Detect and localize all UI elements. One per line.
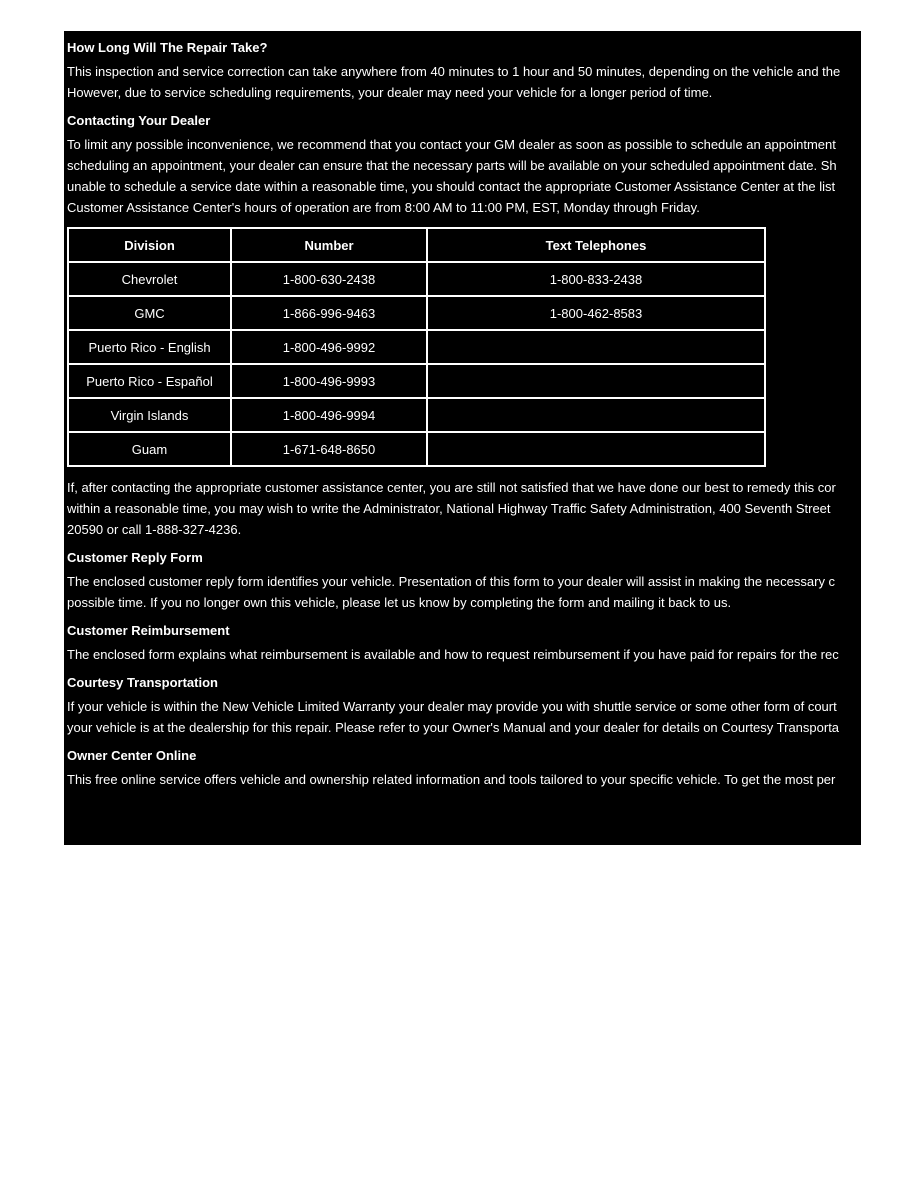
paragraph-line: To limit any possible inconvenience, we recommend that you contact your GM dealer as soon as possible to schedule an appointment xyxy=(67,137,836,152)
table-cell: 1-800-496-9993 xyxy=(231,364,427,398)
paragraph-line: your vehicle is at the dealership for this repair. Please refer to your Owner's Manual and your dealer for details on Courtesy Transporta xyxy=(67,720,840,735)
table-cell: 1-671-648-8650 xyxy=(231,432,427,466)
table-cell: Guam xyxy=(68,432,231,466)
table-cell: Chevrolet xyxy=(68,262,231,296)
table-cell: 1-800-462-8583 xyxy=(427,296,765,330)
table-cell xyxy=(427,432,765,466)
phone-table xyxy=(67,227,766,467)
paragraph xyxy=(67,769,861,790)
paragraph-line: This free online service offers vehicle and ownership related information and tools tailored to your specific vehicle. To get the most per xyxy=(67,772,836,787)
table-cell: Puerto Rico - English xyxy=(68,330,231,364)
table-cell: 1-800-833-2438 xyxy=(427,262,765,296)
table-cell: GMC xyxy=(68,296,231,330)
paragraph-line: possible time. If you no longer own this vehicle, please let us know by completing the form and mailing it back to us. xyxy=(67,595,732,610)
table-cell xyxy=(427,364,765,398)
section-heading: How Long Will The Repair Take? xyxy=(67,40,268,55)
section-heading: Customer Reply Form xyxy=(67,550,203,565)
table-cell: 1-800-496-9992 xyxy=(231,330,427,364)
table-row xyxy=(68,296,765,330)
section-heading: Customer Reimbursement xyxy=(67,623,230,638)
table-cell xyxy=(427,330,765,364)
table-row xyxy=(68,330,765,364)
paragraph xyxy=(67,61,861,103)
paragraph-line: unable to schedule a service date within a reasonable time, you should contact the appropriate Customer Assistance Center at the list xyxy=(67,179,836,194)
paragraph-line: within a reasonable time, you may wish to write the Administrator, National Highway Traffic Safety Administration, 400 Seventh Street xyxy=(67,501,831,516)
section-heading: Owner Center Online xyxy=(67,748,197,763)
paragraph-line: 20590 or call 1-888-327-4236. xyxy=(67,522,242,537)
paragraph-line: This inspection and service correction can take anywhere from 40 minutes to 1 hour and 50 minutes, depending on the vehicle and the xyxy=(67,64,841,79)
paragraph-line: If your vehicle is within the New Vehicle Limited Warranty your dealer may provide you with shuttle service or some other form of court xyxy=(67,699,837,714)
table-row xyxy=(68,432,765,466)
paragraph-line: The enclosed customer reply form identifies your vehicle. Presentation of this form to your dealer will assist in making the necessary c xyxy=(67,574,836,589)
table-header-row xyxy=(68,228,765,262)
table-header-cell: Text Telephones xyxy=(427,228,765,262)
section-heading: Courtesy Transportation xyxy=(67,675,218,690)
paragraph xyxy=(67,644,861,665)
paragraph xyxy=(67,134,861,218)
paragraph xyxy=(67,571,861,613)
table-cell: 1-866-996-9463 xyxy=(231,296,427,330)
table-cell xyxy=(427,398,765,432)
table-cell: Virgin Islands xyxy=(68,398,231,432)
table-cell: 1-800-496-9994 xyxy=(231,398,427,432)
document-content xyxy=(64,31,861,845)
table-cell: 1-800-630-2438 xyxy=(231,262,427,296)
paragraph xyxy=(67,696,861,738)
section-heading: Contacting Your Dealer xyxy=(67,113,211,128)
table-row xyxy=(68,364,765,398)
paragraph-line: However, due to service scheduling requirements, your dealer may need your vehicle for a longer period of time. xyxy=(67,85,713,100)
paragraph xyxy=(67,477,861,540)
paragraph-line: Customer Assistance Center's hours of operation are from 8:00 AM to 11:00 PM, EST, Monday through Friday. xyxy=(67,200,700,215)
paragraph-line: If, after contacting the appropriate customer assistance center, you are still not satisfied that we have done our best to remedy this cor xyxy=(67,480,836,495)
table-row xyxy=(68,262,765,296)
table-header-cell: Division xyxy=(68,228,231,262)
table-header-cell: Number xyxy=(231,228,427,262)
table-row xyxy=(68,398,765,432)
paragraph-line: scheduling an appointment, your dealer can ensure that the necessary parts will be available on your scheduled appointment date. Sh xyxy=(67,158,837,173)
table-cell: Puerto Rico - Español xyxy=(68,364,231,398)
paragraph-line: The enclosed form explains what reimbursement is available and how to request reimbursement if you have paid for repairs for the rec xyxy=(67,647,839,662)
